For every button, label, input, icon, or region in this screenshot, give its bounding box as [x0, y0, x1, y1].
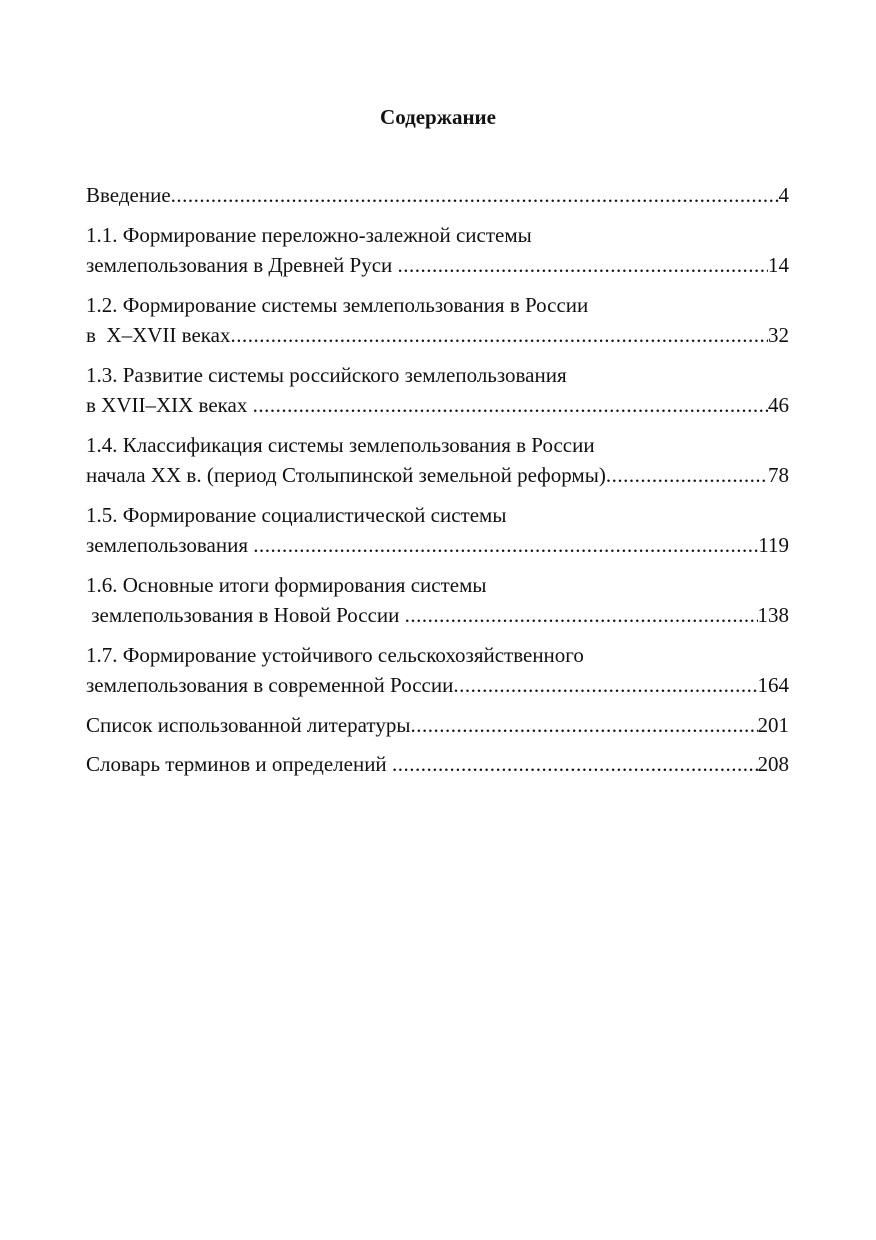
- toc-entry-title-continued: землепользования в современной России: [86, 673, 454, 697]
- toc-entry-line: [86, 710, 789, 740]
- toc-entry-line: [86, 180, 789, 210]
- toc-entry-glossary[interactable]: [86, 749, 789, 779]
- toc-page-number: 201: [757, 713, 789, 737]
- toc-entry-title-continued: землепользования: [86, 533, 254, 557]
- toc-page-number: 4: [778, 183, 789, 207]
- toc-page-number: 208: [757, 752, 789, 776]
- toc-entry-1-4[interactable]: [86, 430, 789, 490]
- toc-entry-title-continued: в XVII–XIX веках: [86, 393, 253, 417]
- toc-entry-title: Список использованной литературы: [86, 713, 411, 737]
- toc-entry-1-3[interactable]: [86, 360, 789, 420]
- toc-entry-line: [86, 530, 789, 560]
- toc-entry-1-2[interactable]: [86, 290, 789, 350]
- dot-leader: [405, 600, 758, 630]
- toc-entry-line: [86, 670, 789, 700]
- dot-leader: [171, 180, 779, 210]
- dot-leader: [392, 749, 758, 779]
- toc-entry-line: [86, 749, 789, 779]
- table-of-contents: [86, 0, 789, 1240]
- toc-entry-1-1[interactable]: [86, 220, 789, 280]
- toc-entry-line: [86, 390, 789, 420]
- toc-entry-title: 1.5. Формирование социалистической системы: [86, 503, 507, 527]
- toc-entry-title: 1.6. Основные итоги формирования системы: [86, 573, 487, 597]
- toc-page-number: 164: [757, 673, 789, 697]
- toc-entry-title: 1.4. Классификация системы землепользования в России: [86, 433, 595, 457]
- toc-entry-title-continued: начала ХХ в. (период Столыпинской земельной реформы): [86, 463, 606, 487]
- dot-leader: [410, 710, 757, 740]
- toc-entry-title: 1.7. Формирование устойчивого сельскохозяйственного: [86, 643, 584, 667]
- dot-leader: [230, 320, 768, 350]
- toc-entry-title-continued: землепользования в Новой России: [86, 603, 405, 627]
- toc-entry-title: Введение: [86, 183, 171, 207]
- dot-leader: [253, 530, 758, 560]
- toc-entry-title: 1.2. Формирование системы землепользования в России: [86, 293, 589, 317]
- toc-page-number: 46: [768, 393, 789, 417]
- toc-entry-title: 1.1. Формирование переложно-залежной системы: [86, 223, 532, 247]
- toc-page-number: 119: [758, 533, 789, 557]
- toc-entry-1-5[interactable]: [86, 500, 789, 560]
- page-title: Содержание: [380, 105, 496, 129]
- dot-leader: [253, 390, 768, 420]
- toc-entry-line: [86, 250, 789, 280]
- toc-entry-title: Словарь терминов и определений: [86, 752, 392, 776]
- toc-entry-title-continued: землепользования в Древней Руси: [86, 253, 398, 277]
- toc-entry-line: [86, 600, 789, 630]
- toc-entry-line: [86, 460, 789, 490]
- toc-entry-introduction[interactable]: [86, 180, 789, 210]
- dot-leader: [606, 460, 768, 490]
- toc-entry-line: [86, 320, 789, 350]
- toc-page-number: 138: [757, 603, 789, 627]
- dot-leader: [453, 670, 757, 700]
- dot-leader: [398, 250, 768, 280]
- toc-page-number: 14: [768, 253, 789, 277]
- toc-entry-1-6[interactable]: [86, 570, 789, 630]
- toc-entry-title-continued: в X–XVII веках: [86, 323, 231, 347]
- toc-entry-bibliography[interactable]: [86, 710, 789, 740]
- toc-entry-title: 1.3. Развитие системы российского землепользования: [86, 363, 567, 387]
- toc-page-number: 32: [768, 323, 789, 347]
- toc-page-number: 78: [768, 463, 789, 487]
- toc-entry-1-7[interactable]: [86, 640, 789, 700]
